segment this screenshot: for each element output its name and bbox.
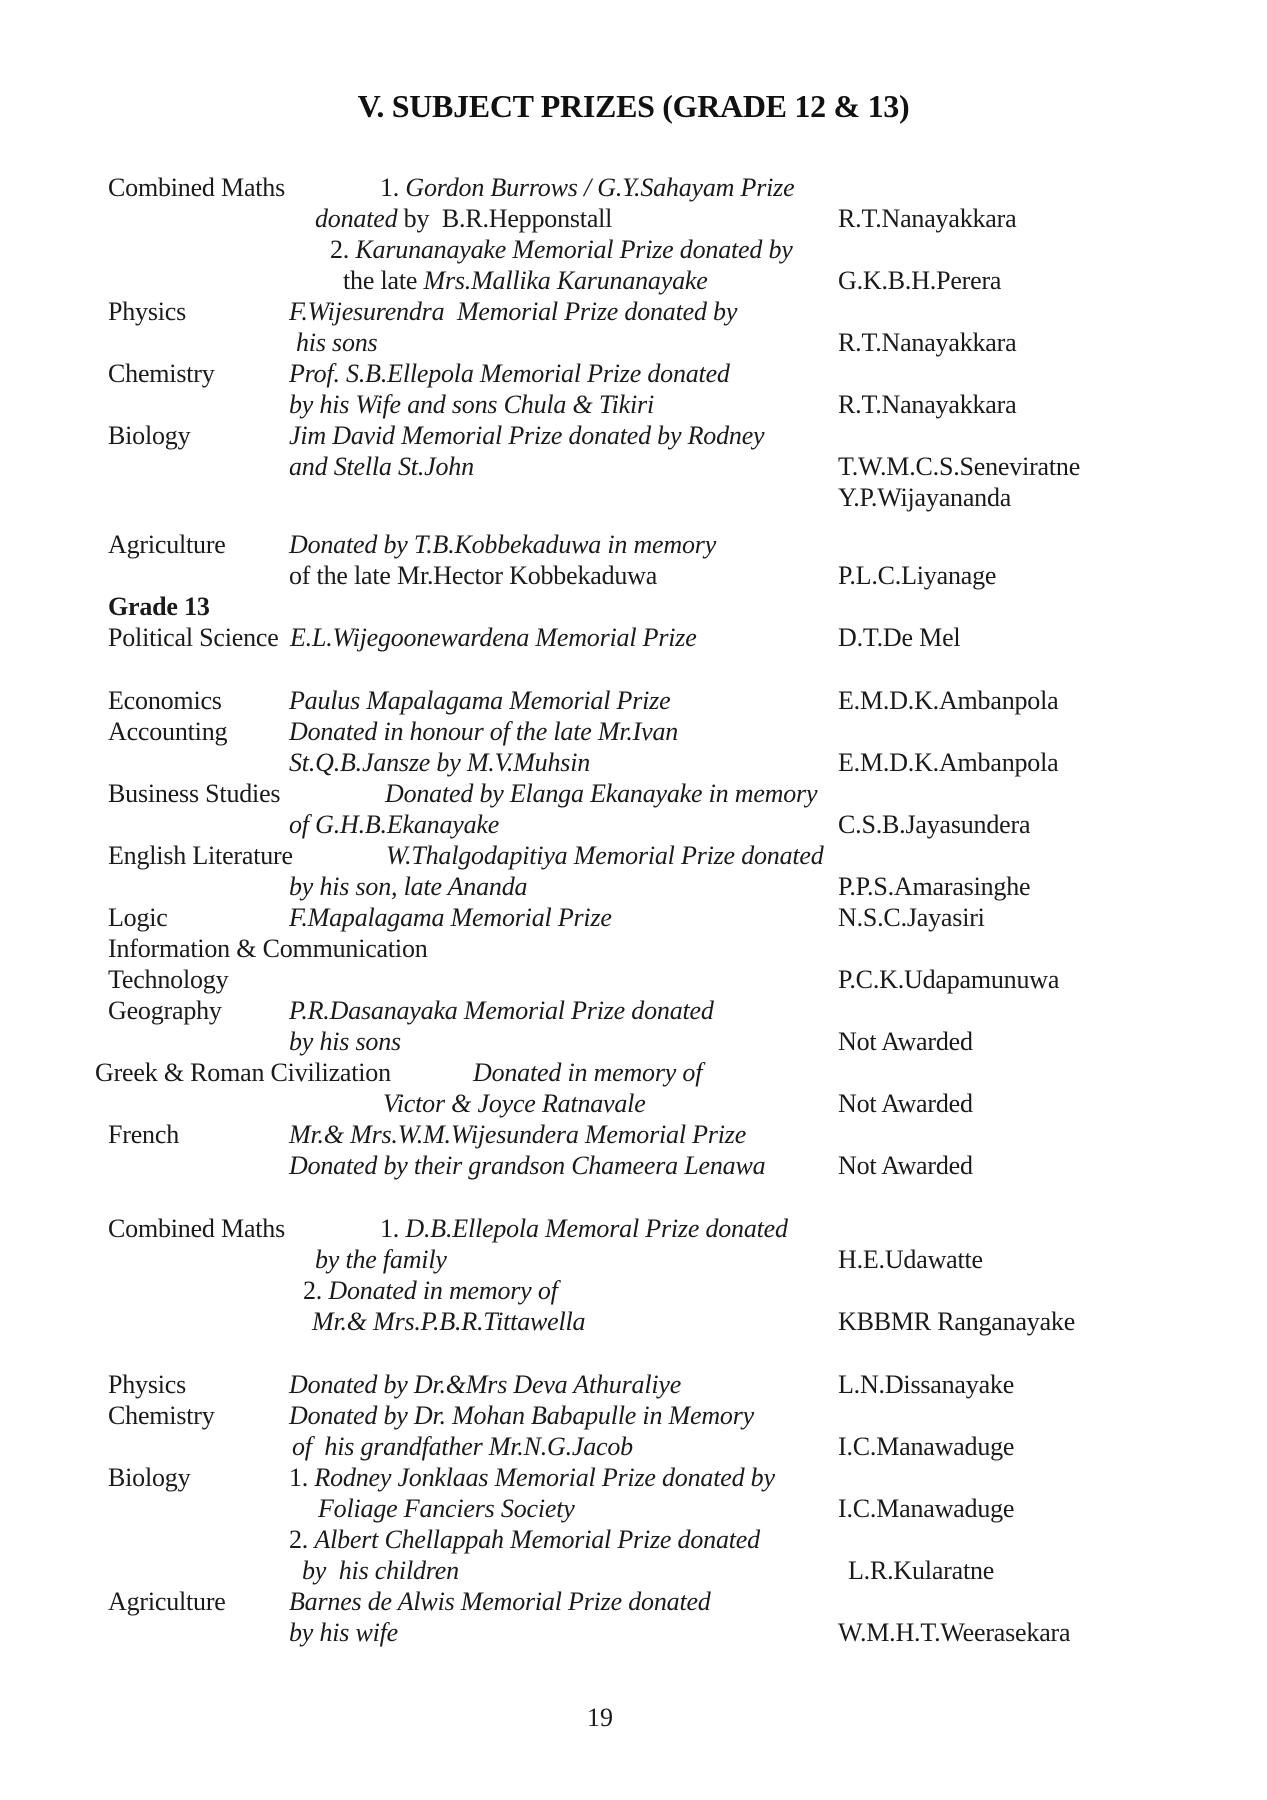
prize-row <box>0 234 1267 265</box>
prize-description-segment: of G.H.B.Ekanayake <box>289 810 500 839</box>
recipient-name: R.T.Nanayakkara <box>838 328 1017 357</box>
blank-line <box>0 669 1267 685</box>
prize-row <box>0 1088 1267 1119</box>
prize-description-segment: St.Q.B.Jansze by M.V.Muhsin <box>289 748 591 777</box>
prize-row <box>0 1057 1267 1088</box>
prize-description-segment: by his Wife and sons Chula & Tikiri <box>289 390 654 419</box>
prize-description <box>289 747 590 778</box>
prize-description-segment: and Stella St.John <box>289 452 474 481</box>
prize-description <box>292 1431 633 1462</box>
prize-row <box>0 1524 1267 1555</box>
recipient-name: L.N.Dissanayake <box>838 1370 1015 1399</box>
blank-line <box>0 1181 1267 1197</box>
prize-description <box>289 902 612 933</box>
prize-description-segment: by his children <box>302 1556 459 1585</box>
subject-label: Combined Maths <box>108 173 286 202</box>
prize-row <box>0 1617 1267 1648</box>
prize-row <box>0 622 1267 653</box>
blank-line <box>0 1353 1267 1369</box>
recipient-name: Y.P.Wijayananda <box>838 483 1012 512</box>
prize-description <box>289 420 764 451</box>
prize-description-segment: by his wife <box>289 1618 399 1647</box>
subject-label: Biology <box>108 1463 191 1492</box>
subject-label: Geography <box>108 996 222 1025</box>
subject-label: Greek & Roman Civilization <box>95 1058 391 1087</box>
page-title: V. SUBJECT PRIZES (GRADE 12 & 13) <box>357 88 910 124</box>
prize-description <box>289 1586 711 1617</box>
prize-row <box>0 1306 1267 1337</box>
prize-description-segment: F.Mapalagama Memorial Prize <box>289 903 612 932</box>
prize-row <box>0 964 1267 995</box>
prize-row <box>0 1244 1267 1275</box>
prize-description <box>289 809 499 840</box>
recipient-name: T.W.M.C.S.Seneviratne <box>838 452 1081 481</box>
blank-line <box>0 1197 1267 1213</box>
prize-description <box>289 1524 760 1555</box>
prize-description-segment: Paulus Mapalagama Memorial Prize <box>289 686 671 715</box>
prize-description <box>289 529 716 560</box>
prize-description-segment: Mr.& Mrs.W.M.Wijesundera Memorial Prize <box>289 1120 747 1149</box>
prize-description-segment: Karunanayake Memorial Prize donated by <box>355 235 793 264</box>
prize-row <box>0 172 1267 203</box>
prize-description-segment: 1. <box>380 1214 406 1243</box>
prize-description-segment: W.Thalgodapitiya Memorial Prize donated <box>386 841 824 870</box>
subject-label: Business Studies <box>108 779 281 808</box>
prize-description-segment: Donated in memory of <box>328 1276 558 1305</box>
recipient-name: R.T.Nanayakkara <box>838 204 1017 233</box>
prize-row <box>0 1369 1267 1400</box>
blank-line <box>0 653 1267 669</box>
prize-description <box>289 1026 401 1057</box>
prize-row <box>0 840 1267 871</box>
prize-description <box>289 358 730 389</box>
recipient-name: G.K.B.H.Perera <box>838 266 1002 295</box>
recipient-name: L.R.Kularatne <box>848 1556 995 1585</box>
prize-description-segment: D.B.Ellepola Memoral Prize donated <box>405 1214 788 1243</box>
prize-description <box>383 1088 646 1119</box>
prize-description-segment: his sons <box>296 328 378 357</box>
prize-row <box>0 685 1267 716</box>
prize-description-segment: Donated in honour of the late Mr.Ivan <box>289 717 679 746</box>
prize-row <box>0 482 1267 513</box>
recipient-name: P.P.S.Amarasinghe <box>838 872 1031 901</box>
prize-row <box>0 1431 1267 1462</box>
subject-label: Technology <box>108 965 229 994</box>
subject-label: Biology <box>108 421 191 450</box>
prize-row <box>0 995 1267 1026</box>
recipient-name: I.C.Manawaduge <box>838 1494 1015 1523</box>
recipient-name: Not Awarded <box>838 1089 973 1118</box>
prize-description-segment: Mr.& Mrs.P.B.R.Tittawella <box>312 1307 586 1336</box>
prize-row <box>0 1400 1267 1431</box>
prize-description <box>289 995 714 1026</box>
prize-description-segment: 1. <box>380 173 406 202</box>
prize-description-segment: 2. <box>303 1276 329 1305</box>
prize-description-segment: F.Wijesurendra Memorial Prize donated by <box>289 297 738 326</box>
recipient-name: E.M.D.K.Ambanpola <box>838 686 1059 715</box>
prize-description-segment: Donated by Elanga Ekanayake in memory <box>385 779 818 808</box>
recipient-name: Not Awarded <box>838 1151 973 1180</box>
prize-row <box>0 560 1267 591</box>
prize-description-segment: Victor & Joyce Ratnavale <box>383 1089 646 1118</box>
prize-description <box>289 296 737 327</box>
recipient-name: W.M.H.T.Weerasekara <box>838 1618 1071 1647</box>
prize-row <box>0 1213 1267 1244</box>
prize-row <box>0 1119 1267 1150</box>
prize-description <box>289 1400 754 1431</box>
prize-description-segment: E.L.Wijegoonewardena Memorial Prize <box>290 623 697 652</box>
prize-row <box>0 420 1267 451</box>
prize-row <box>0 809 1267 840</box>
subject-label: Political Science <box>108 623 279 652</box>
prize-row <box>0 1555 1267 1586</box>
prize-description-segment: Barnes de Alwis Memorial Prize donated <box>289 1587 711 1616</box>
subject-label: Agriculture <box>108 1587 226 1616</box>
recipient-name: P.C.K.Udapamunuwa <box>838 965 1060 994</box>
prize-row <box>0 591 1267 622</box>
prize-description-segment: Donated by Dr. Mohan Babapulle in Memory <box>289 1401 754 1430</box>
prize-description-segment: Donated by Dr.&Mrs Deva Athuraliye <box>289 1370 682 1399</box>
prize-description-segment: Mrs.Mallika Karunanayake <box>423 266 708 295</box>
prize-description-segment: Gordon Burrows / G.Y.Sahayam Prize <box>405 173 795 202</box>
subject-label: Agriculture <box>108 530 226 559</box>
prize-description-segment: by B.R.Hepponstall <box>403 204 613 233</box>
prize-description-segment: P.R.Dasanayaka Memorial Prize donated <box>289 996 714 1025</box>
subject-label: French <box>108 1120 179 1149</box>
prize-description <box>289 1617 398 1648</box>
prize-description <box>290 622 697 653</box>
prize-description <box>289 685 670 716</box>
recipient-name: E.M.D.K.Ambanpola <box>838 748 1059 777</box>
prize-description <box>303 1275 558 1306</box>
recipient-name: C.S.B.Jayasundera <box>838 810 1031 839</box>
prize-description <box>312 1306 585 1337</box>
prize-description <box>330 234 793 265</box>
prize-row <box>0 296 1267 327</box>
prize-row <box>0 389 1267 420</box>
prize-description-segment: Albert Chellappah Memorial Prize donated <box>314 1525 760 1554</box>
recipient-name: I.C.Manawaduge <box>838 1432 1015 1461</box>
prize-description <box>296 327 377 358</box>
prize-row <box>0 1026 1267 1057</box>
prize-description <box>385 778 817 809</box>
subject-label: Combined Maths <box>108 1214 286 1243</box>
prize-description-segment: Donated in memory of <box>473 1058 703 1087</box>
prize-description-segment: by his son, late Ananda <box>289 872 528 901</box>
recipient-name: D.T.De Mel <box>838 623 961 652</box>
prize-row <box>0 778 1267 809</box>
prize-description <box>289 560 657 591</box>
prize-description <box>289 716 678 747</box>
prize-description-segment: 1. <box>289 1463 315 1492</box>
prize-description-segment: Prof. S.B.Ellepola Memorial Prize donated <box>289 359 730 388</box>
prize-description <box>473 1057 702 1088</box>
recipient-name: R.T.Nanayakkara <box>838 390 1017 419</box>
prize-description <box>318 1493 575 1524</box>
prize-description <box>380 172 794 203</box>
prize-description <box>289 451 474 482</box>
section-heading: Grade 13 <box>108 592 210 621</box>
subject-label: Information & Communication <box>108 934 428 963</box>
prize-row <box>0 265 1267 296</box>
prize-description <box>302 1555 459 1586</box>
prize-description <box>315 1244 447 1275</box>
subject-label: Chemistry <box>108 1401 215 1430</box>
prize-row <box>0 1586 1267 1617</box>
prize-row <box>0 716 1267 747</box>
subject-label: Logic <box>108 903 168 932</box>
prize-description <box>289 1119 746 1150</box>
prize-description-segment: donated <box>315 204 404 233</box>
subject-label: English Literature <box>108 841 293 870</box>
prize-description <box>289 1369 681 1400</box>
recipient-name: H.E.Udawatte <box>838 1245 983 1274</box>
blank-line <box>0 1337 1267 1353</box>
prize-description <box>380 1213 788 1244</box>
subject-label: Accounting <box>108 717 228 746</box>
prize-description-segment: by his sons <box>289 1027 401 1056</box>
recipient-name: KBBMR Ranganayake <box>838 1307 1076 1336</box>
prize-description-segment: Jim David Memorial Prize donated by Rodney <box>289 421 765 450</box>
prize-description <box>343 265 708 296</box>
prize-row <box>0 358 1267 389</box>
prize-description <box>289 1462 775 1493</box>
subject-label: Chemistry <box>108 359 215 388</box>
prize-row <box>0 1493 1267 1524</box>
prize-row <box>0 747 1267 778</box>
subject-label: Physics <box>108 1370 187 1399</box>
prize-description-segment: of his grandfather Mr.N.G.Jacob <box>292 1432 633 1461</box>
prize-row <box>0 871 1267 902</box>
prize-list <box>0 172 1267 1648</box>
prize-description <box>289 871 527 902</box>
prize-row <box>0 933 1267 964</box>
prize-description-segment: 2. <box>289 1525 315 1554</box>
prize-description <box>289 389 654 420</box>
prize-row <box>0 902 1267 933</box>
subject-label: Economics <box>108 686 222 715</box>
recipient-name: P.L.C.Liyanage <box>838 561 997 590</box>
prize-row <box>0 1150 1267 1181</box>
prize-description <box>315 203 612 234</box>
prize-row <box>0 1462 1267 1493</box>
prize-row <box>0 1275 1267 1306</box>
blank-line <box>0 513 1267 529</box>
subject-label: Physics <box>108 297 187 326</box>
prize-description-segment: Donated by their grandson Chameera Lenawa <box>289 1151 766 1180</box>
prize-description-segment: of the late Mr.Hector Kobbekaduwa <box>289 561 658 590</box>
prize-description-segment: 2. <box>330 235 356 264</box>
prize-description-segment: by the family <box>315 1245 447 1274</box>
prize-row <box>0 451 1267 482</box>
page-number: 19 <box>587 1703 613 1732</box>
prize-description-segment: Donated by T.B.Kobbekaduwa in memory <box>289 530 717 559</box>
prize-row <box>0 529 1267 560</box>
recipient-name: Not Awarded <box>838 1027 973 1056</box>
prize-description <box>386 840 824 871</box>
prize-description <box>289 1150 765 1181</box>
prize-row <box>0 203 1267 234</box>
prize-description-segment: the late <box>343 266 424 295</box>
prize-description-segment: Foliage Fanciers Society <box>318 1494 575 1523</box>
prize-description-segment: Rodney Jonklaas Memorial Prize donated by <box>314 1463 775 1492</box>
recipient-name: N.S.C.Jayasiri <box>838 903 985 932</box>
prize-row <box>0 327 1267 358</box>
